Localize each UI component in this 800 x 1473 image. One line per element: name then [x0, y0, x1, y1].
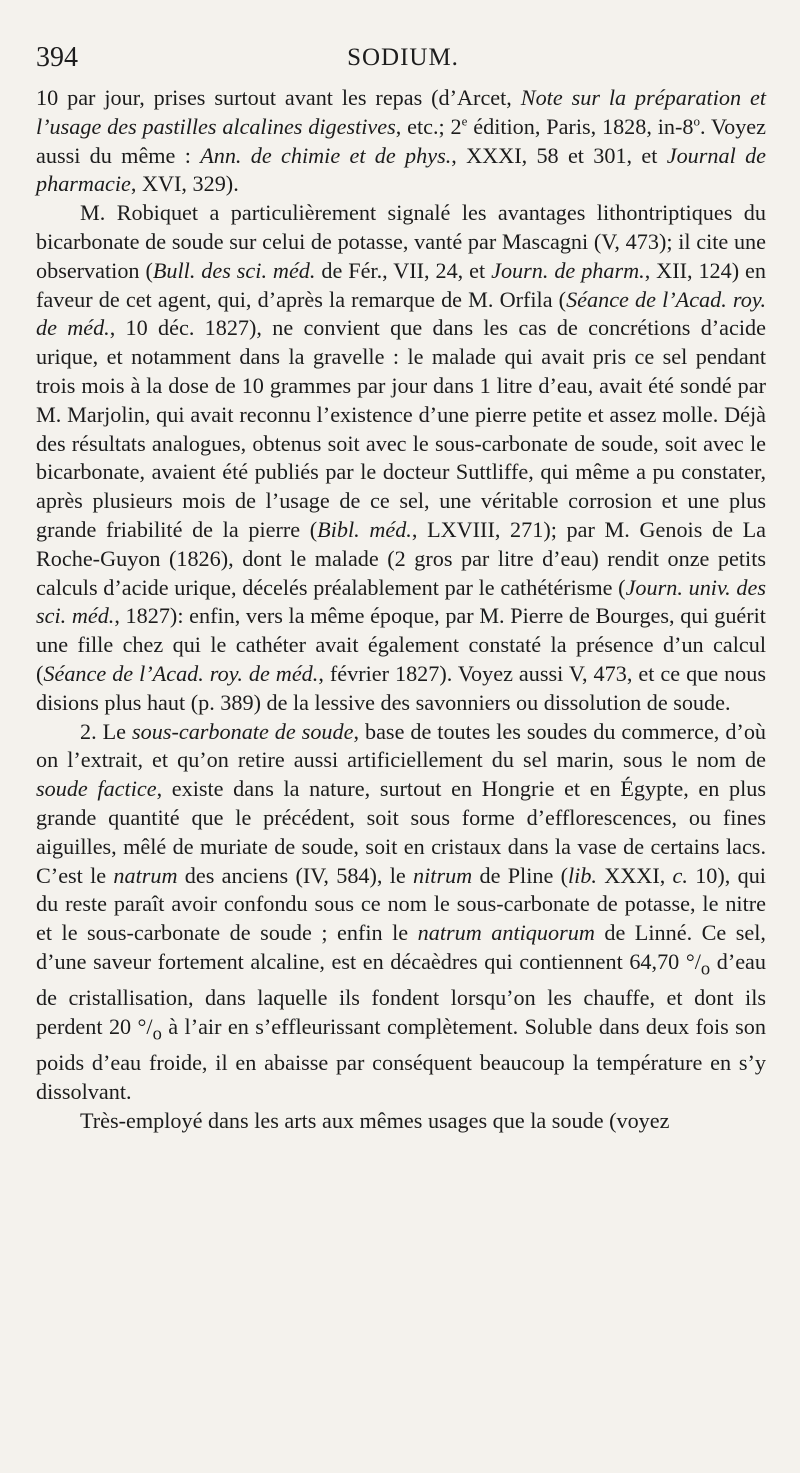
paragraph-continuation — [36, 84, 766, 199]
term: nitrum — [413, 862, 473, 888]
text-run: . Voyez aussi du même : — [36, 113, 767, 168]
citation-title: Journ. univ. des sci. méd. — [36, 574, 766, 629]
text-run: 2. Le — [80, 718, 132, 744]
citation-title: Journal de pharmacie — [36, 142, 767, 197]
text-run: 10), qui du reste paraît avoir confondu sous ce nom le sous-carbonate de potasse, le nitre et le sous-carbonate de soude ; enfin le — [36, 862, 766, 946]
text-run: édition, Paris, 1828, in-8 — [467, 113, 694, 139]
text-run: , XVI, 329). — [130, 171, 239, 197]
paragraph-sous-carbonate — [36, 718, 766, 1107]
term: lib. — [567, 862, 597, 888]
citation-title: Bibl. méd. — [317, 516, 412, 542]
body-text — [36, 84, 766, 1136]
text-run: , février 1827). Voyez aussi V, 473, et ce que nous disions plus haut (p. 389) de la lessive des savonniers ou dissolution de soude. — [36, 660, 767, 715]
citation-title: Séance de l’Acad. roy. de méd. — [43, 660, 319, 686]
text-run: M. Robiquet a particulièrement signalé les avantages lithontriptiques du bicarbonate de soude sur celui de potasse, vanté par Mascagni (V, 473); il cite une observation ( — [36, 200, 766, 283]
text-run: de Linné. Ce sel, d’une saveur fortement alcaline, est en décaèdres qui contiennent 64,70 °/ — [36, 920, 766, 974]
text-run: des anciens (IV, 584), le — [177, 862, 414, 888]
citation-title: Journ. de pharm. — [491, 257, 645, 283]
text-run: , LXVIII, 271); par M. Genois de La Roche-Guyon (1826), dont le malade (2 gros par litre d’eau) rendit onze petits calculs d’acide urique, décelés préalablement par le cathétérisme ( — [36, 516, 767, 600]
text-run: de Pline ( — [472, 862, 568, 888]
text-run: XXXI, — [596, 862, 673, 888]
text-run: , 1827): enfin, vers la même époque, par M. Pierre de Bourges, qui guérit une fille chez qui le cathéter avait également constaté la présence d’un calcul ( — [36, 603, 766, 686]
term: sous-carbonate de soude — [132, 718, 354, 744]
superscript: e — [461, 113, 468, 129]
text-run: , XII, 124) en faveur de cet agent, qui, d’après la remarque de M. Orfila ( — [36, 257, 766, 312]
term: natrum — [113, 862, 178, 888]
paragraph-robiquet — [36, 199, 766, 717]
text-run: , existe dans la nature, surtout en Hongrie et en Égypte, en plus grande quantité que le précédent, soit sous forme d’efflorescences, ou fines aiguilles, mêlé de muriate de soude, soit en cristaux dans la vase de certains lacs. C’est le — [36, 776, 766, 888]
citation-title: Ann. de chimie et de phys. — [200, 142, 452, 168]
page-header — [36, 42, 770, 82]
page-number: 394 — [36, 42, 78, 73]
text-run: à l’air en s’effleurissant complètement. Soluble dans deux fois son poids d’eau froide, il en abaisse par conséquent beaucoup la température en s’y dissolvant. — [36, 1013, 766, 1104]
superscript: o — [693, 113, 700, 129]
text-run: , 10 déc. 1827), ne convient que dans les cas de concrétions d’acide urique, et notamment dans la gravelle : le malade qui avait pris ce sel pendant trois mois à la dose de 10 grammes par jour dans 1 litre d’eau, avait été sondé par M. Marjolin, qui avait reconnu l’existence d’une pierre petite et assez molle. Déjà des résultats analogues, obtenus soit avec le sous-carbonate de soude, soit avec le bicarbonate, avaient été publiés par le docteur Suttliffe, qui même a pu constater, après plusieurs mois de l’usage de ce sel, une véritable corrosion et une plus grande friabilité de la pierre ( — [36, 315, 766, 542]
text-run: , base de toutes les soudes du commerce, d’où on l’extrait, et qu’on retire aussi artificiellement du sel marin, sous le nom de — [36, 718, 767, 773]
term: natrum antiquorum — [417, 920, 595, 946]
text-run: Très-employé dans les arts aux mêmes usages que la soude (voyez — [80, 1107, 670, 1133]
citation-title: Note sur la préparation et l’usage des pastilles alcalines digestives — [36, 85, 767, 139]
subscript: o — [700, 959, 711, 980]
citation-title: Séance de l’Acad. roy. de méd. — [36, 286, 766, 341]
text-run: , XXXI, 58 et 301, et — [451, 142, 667, 168]
subscript: o — [152, 1024, 162, 1045]
citation-title: Bull. des sci. méd. — [152, 257, 316, 283]
running-head: SODIUM. — [347, 44, 459, 71]
term: soude factice — [36, 776, 157, 802]
text-run: de Fér., VII, 24, et — [315, 257, 492, 283]
term: c. — [672, 862, 688, 888]
paragraph-tres-employe — [36, 1107, 766, 1136]
text-run: 10 par jour, prises surtout avant les repas (d’Arcet, — [36, 85, 521, 110]
text-run: d’eau de cristallisation, dans laquelle ils fondent lorsqu’on les chauffe, et dont ils perdent 20 °/ — [36, 948, 766, 1039]
text-run: , etc.; 2 — [395, 113, 462, 139]
